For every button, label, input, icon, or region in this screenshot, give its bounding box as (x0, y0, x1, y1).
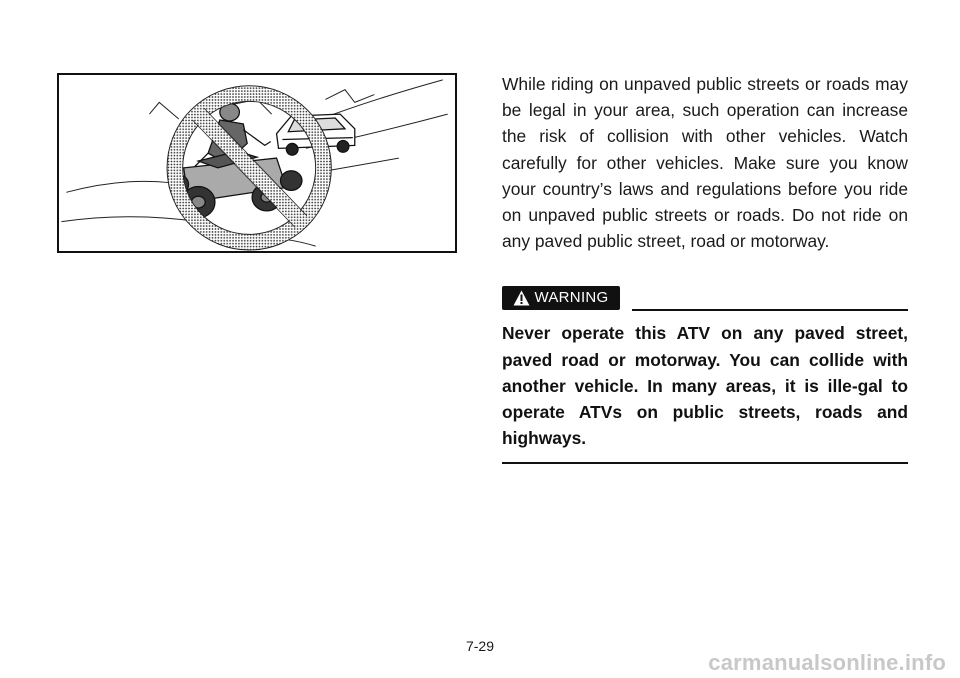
atv-road-illustration (59, 75, 455, 251)
warning-label: WARNING (534, 289, 609, 307)
exclamation-triangle-icon (513, 290, 530, 306)
illustration-no-atv-on-road (57, 73, 457, 253)
warning-badge (502, 286, 620, 310)
warning-end-rule (502, 462, 908, 464)
body-paragraph: While riding on unpaved public streets or roads may be legal in your area, such operation can increase the risk of collision with other vehicles. Watch carefully for other vehicles. Make sure you know your country’s laws and regulations before you ride on unpaved public streets or roads. Do not ride on any paved public street, road or motorway. (502, 74, 908, 252)
page-number: 7-29 (465, 638, 495, 654)
warning-text: Never operate this ATV on any paved street, paved road or motorway. You can collide with another vehicle. In many areas, it is ille-gal to operate ATVs on public streets, roads and highways. (502, 323, 908, 449)
text-column (502, 71, 908, 464)
warning-header-rule (632, 309, 908, 311)
warning-header (502, 286, 908, 312)
watermark-text: carmanualsonline.info (708, 650, 946, 675)
